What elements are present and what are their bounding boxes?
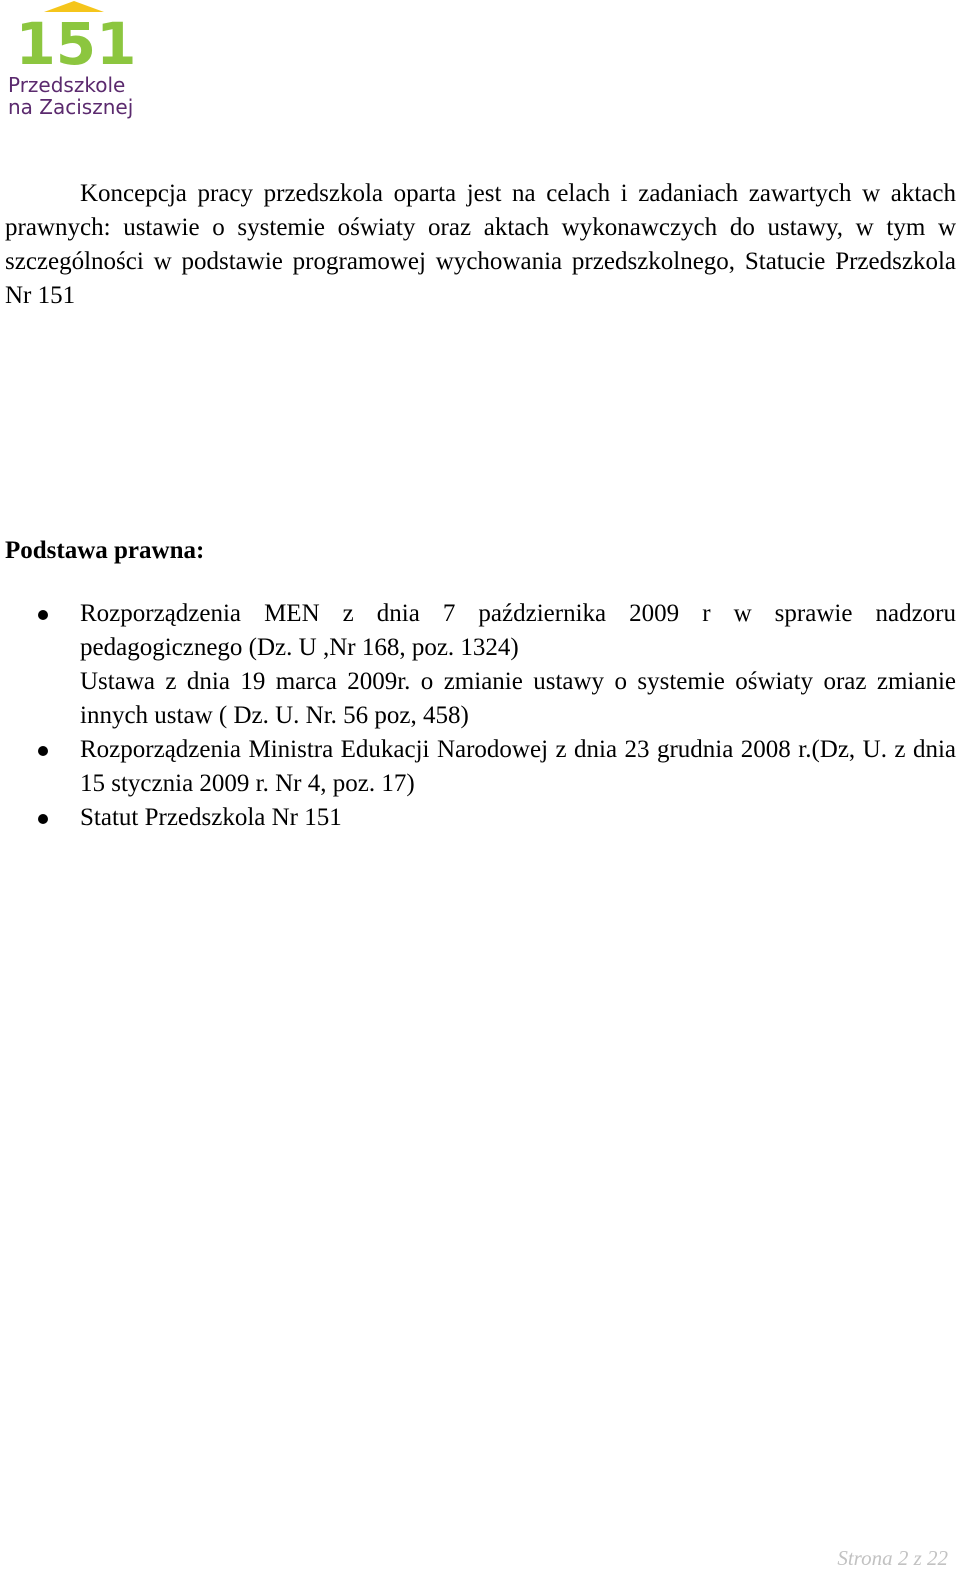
- preschool-logo: [4, 0, 154, 122]
- logo-graphic: [4, 0, 154, 122]
- bullet-icon: [38, 610, 48, 620]
- bullet-icon: [38, 746, 48, 756]
- logo-line1: Przedszkole: [8, 73, 126, 97]
- legal-basis-list: [80, 597, 956, 835]
- legal-basis-item-continuation: Ustawa z dnia 19 marca 2009r. o zmianie ustawy o systemie oświaty oraz zmianie innych ustaw ( Dz. U. Nr. 56 poz, 458): [80, 668, 956, 729]
- bullet-icon: [38, 814, 48, 824]
- legal-basis-item: [80, 597, 956, 733]
- legal-basis-item: [80, 801, 956, 835]
- intro-paragraph: Koncepcja pracy przedszkola oparta jest na celach i zadaniach zawartych w aktach prawnych: ustawie o systemie oświaty oraz aktach wykonawczych do ustawy, w tym w szczególności w podstawie programowej wychowania przedszkolnego, Statucie Przedszkola Nr 151: [5, 180, 956, 309]
- logo-line2: na Zacisznej: [8, 95, 134, 119]
- legal-basis-item: [80, 733, 956, 801]
- legal-basis-item-text: Rozporządzenia MEN z dnia 7 października 2009 r w sprawie nadzoru pedagogicznego (Dz. U ,Nr 168, poz. 1324): [80, 600, 956, 661]
- legal-basis-item-text: Rozporządzenia Ministra Edukacji Narodowej z dnia 23 grudnia 2008 r.(Dz, U. z dnia 15 stycznia 2009 r. Nr 4, poz. 17): [80, 736, 956, 797]
- page-number: Strona 2 z 22: [837, 1546, 948, 1570]
- logo-number: 151: [15, 10, 137, 78]
- legal-basis-item-text: Statut Przedszkola Nr 151: [80, 804, 342, 831]
- legal-basis-heading: Podstawa prawna:: [5, 537, 205, 564]
